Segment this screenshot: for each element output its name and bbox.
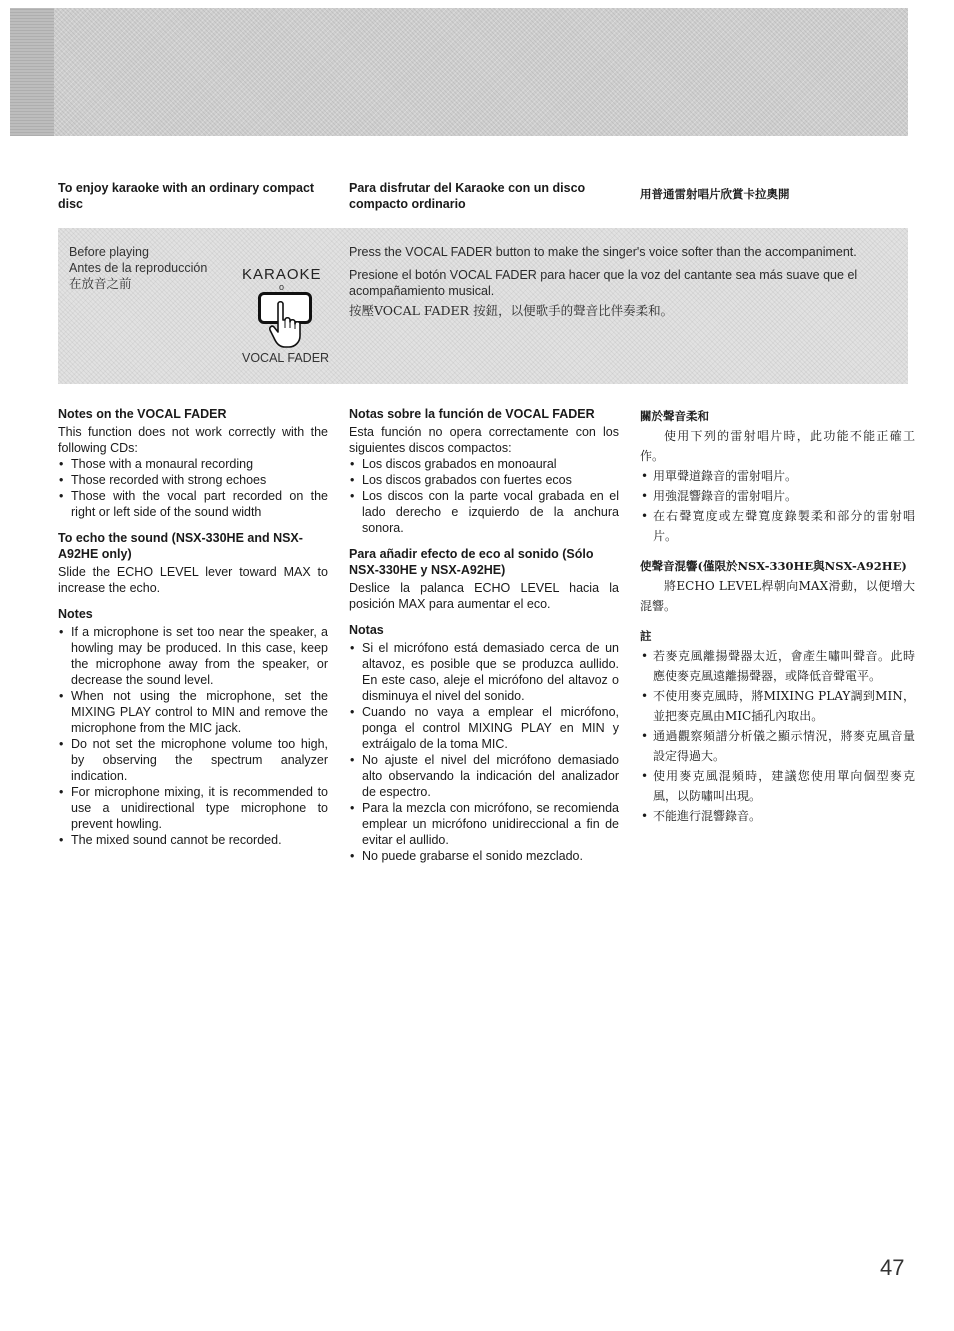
notes-title-en: Notes on the VOCAL FADER xyxy=(58,407,227,421)
echo-title-zh: 使聲音混響(僅限於NSX-330HE與NSX-A92HE) xyxy=(640,559,907,573)
before-playing-es: Antes de la reproducción xyxy=(69,261,208,275)
heading-es: Para disfrutar del Karaoke con un disco compacto ordinario xyxy=(349,181,586,211)
echo-text-zh: 將ECHO LEVEL桿朝向MAX滑動，以便增大混響。 xyxy=(640,579,915,613)
list-item: • Cuando no vaya a emplear el micrófono, ponga el control MIXING PLAY en MIN y extráigalo de la toma MIC. xyxy=(350,705,619,751)
notes-intro-zh: 使用下列的雷射唱片時，此功能不能正確工作。 xyxy=(640,429,915,463)
notes-list-en xyxy=(58,456,328,520)
instruction-en: Press the VOCAL FADER button to make the singer's voice softer than the accompaniment. xyxy=(349,245,857,259)
karaoke-label: KARAOKE xyxy=(242,266,322,283)
pointing-hand-icon xyxy=(266,300,306,350)
notes-list-zh xyxy=(640,466,915,546)
list-item: • No puede grabarse el sonido mezclado. xyxy=(350,849,583,863)
heading-en: To enjoy karaoke with an ordinary compact disc xyxy=(58,181,315,211)
notes-intro-en: This function does not work correctly with the following CDs: xyxy=(58,425,328,455)
notes-title-zh: 關於聲音柔和 xyxy=(640,409,709,423)
list-item: • Those with the vocal part recorded on the right or left side of the sound width xyxy=(59,489,328,519)
notes2-list-es xyxy=(349,640,619,864)
list-item: • Para la mezcla con micrófono, se recomienda emplear un micrófono unidireccional a fin de evitar el aullido. xyxy=(350,801,619,847)
notes-list-es xyxy=(349,456,619,536)
before-playing-zh: 在放音之前 xyxy=(69,276,132,291)
list-item: • No ajuste el nivel del micrófono demasiado alto observando la indicación del analizador de espectro. xyxy=(350,753,619,799)
list-item: • If a microphone is set too near the speaker, a howling may be produced. In this case, keep the microphone away from the speaker, or decrease the sound level. xyxy=(59,625,328,687)
list-item: • 使用麥克風混頻時，建議您使用單向個型麥克風，以防嘯叫出現。 xyxy=(641,769,915,803)
echo-text-es: Deslice la palanca ECHO LEVEL hacia la posición MAX para aumentar el eco. xyxy=(349,581,619,611)
list-item: • Those with a monaural recording xyxy=(59,457,254,471)
notes-title-es: Notas sobre la función de VOCAL FADER xyxy=(349,407,595,421)
vocal-fader-label: VOCAL FADER xyxy=(242,351,330,365)
column-chinese xyxy=(640,406,915,826)
notes2-list-zh xyxy=(640,646,915,826)
echo-title-es: Para añadir efecto de eco al sonido (Sólo NSX-330HE y NSX-A92HE) xyxy=(349,547,594,577)
list-item: • 用強混響錄音的雷射唱片。 xyxy=(641,489,798,503)
list-item: • Los discos con la parte vocal grabada en el lado derecho e izquierdo de la anchura sonora. xyxy=(350,489,619,535)
page-number: 47 xyxy=(880,1255,905,1280)
notes-intro-es: Esta función no opera correctamente con los siguientes discos compactos: xyxy=(349,425,619,455)
list-item: • 用單聲道錄音的雷射唱片。 xyxy=(641,469,798,483)
list-item: • Do not set the microphone volume too high, by observing the spectrum analyzer indication. xyxy=(59,737,328,783)
list-item: • For microphone mixing, it is recommended to use a unidirectional type microphone to prevent howling. xyxy=(59,785,328,831)
before-playing-en: Before playing xyxy=(69,245,149,259)
karaoke-indicator: o xyxy=(279,282,285,292)
list-item: • Si el micrófono está demasiado cerca de un altavoz, es posible que se produzca aullido. En este caso, aleje el micrófono del altavoz o disminuya el nivel del sonido. xyxy=(350,641,619,703)
notes2-title-es: Notas xyxy=(349,623,384,637)
echo-title-en: To echo the sound (NSX-330HE and NSX-A92HE only) xyxy=(58,531,303,561)
header-banner-edge xyxy=(10,8,54,136)
list-item: • 通過觀察頻譜分析儀之顯示情況，將麥克風音量設定得過大。 xyxy=(641,729,915,763)
list-item: • 不使用麥克風時，將MIXING PLAY調到MIN，並把麥克風由MIC插孔內取出。 xyxy=(641,689,915,723)
before-playing-labels xyxy=(69,244,207,292)
list-item: • The mixed sound cannot be recorded. xyxy=(59,833,282,847)
list-item: • 在右聲寬度或左聲寬度錄製柔和部分的雷射唱片。 xyxy=(641,509,915,543)
notes2-title-en: Notes xyxy=(58,607,93,621)
notes2-list-en xyxy=(58,624,328,848)
header-banner xyxy=(10,8,908,136)
column-english xyxy=(58,406,328,848)
list-item: • 不能進行混響錄音。 xyxy=(641,809,762,823)
list-item: • Los discos grabados con fuertes ecos xyxy=(350,473,572,487)
list-item: • When not using the microphone, set the MIXING PLAY control to MIN and remove the microphone from the MIC jack. xyxy=(59,689,328,735)
heading-zh: 用普通雷射唱片欣賞卡拉奧開 xyxy=(640,187,790,201)
instruction-es: Presione el botón VOCAL FADER para hacer que la voz del cantante sea más suave que el acompañamiento musical. xyxy=(349,268,858,298)
column-spanish xyxy=(349,406,619,864)
instruction-zh: 按壓VOCAL FADER 按鈕，以便歌手的聲音比伴奏柔和。 xyxy=(349,303,674,318)
echo-text-en: Slide the ECHO LEVEL lever toward MAX to increase the echo. xyxy=(58,565,328,595)
list-item: • 若麥克風離揚聲器太近，會產生嘯叫聲音。此時應使麥克風遠離揚聲器，或降低音聲電平。 xyxy=(641,649,915,683)
list-item: • Los discos grabados en monoaural xyxy=(350,457,557,471)
list-item: • Those recorded with strong echoes xyxy=(59,473,267,487)
notes2-title-zh: 註 xyxy=(640,629,652,643)
